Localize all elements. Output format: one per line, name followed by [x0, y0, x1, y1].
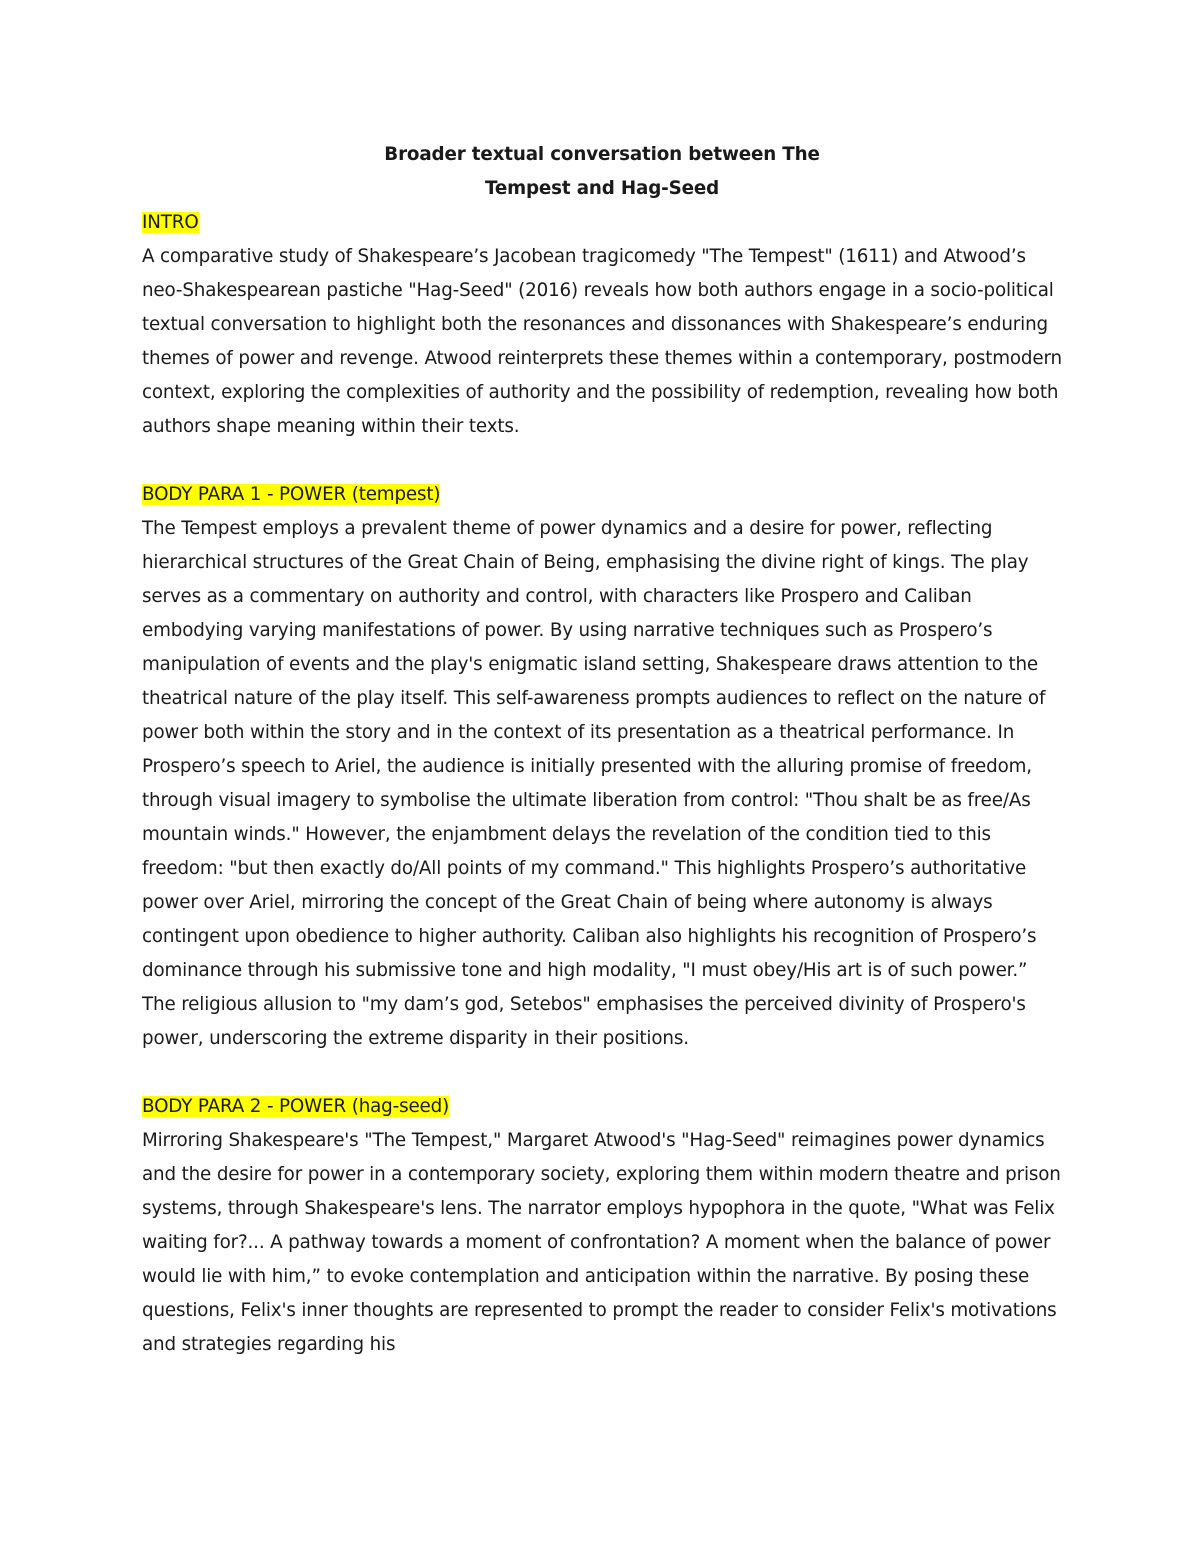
section-heading-body-para-2: [142, 1090, 1062, 1124]
paragraph-spacer: [142, 444, 1062, 478]
section-body-para-1: The Tempest employs a prevalent theme of power dynamics and a desire for power, reflecting hierarchical structures of the Great Chain of Being, emphasising the divine right of kings. The play serves as a commentary on authority and control, with characters like Prospero and Caliban embodying varying manifestations of power. By using narrative techniques such as Prospero’s manipulation of events and the play's enigmatic island setting, Shakespeare draws attention to the theatrical nature of the play itself. This self-awareness prompts audiences to reflect on the nature of power both within the story and in the context of its presentation as a theatrical performance. In Prospero’s speech to Ariel, the audience is initially presented with the alluring promise of freedom, through visual imagery to symbolise the ultimate liberation from control: "Thou shalt be as free/As mountain winds." However, the enjambment delays the revelation of the condition tied to this freedom: "but then exactly do/All points of my command." This highlights Prospero’s authoritative power over Ariel, mirroring the concept of the Great Chain of being where autonomy is always contingent upon obedience to higher authority. Caliban also highlights his recognition of Prospero’s dominance through his submissive tone and high modality, "I must obey/His art is of such power.” The religious allusion to "my dam’s god, Setebos" emphasises the perceived divinity of Prospero's power, underscoring the extreme disparity in their positions.: [142, 518, 1046, 1049]
paragraph-spacer: [142, 1056, 1062, 1090]
body-para-2-heading-highlight: BODY PARA 2 - POWER (hag-seed): [142, 1096, 450, 1117]
section-heading-body-para-1: [142, 478, 1062, 512]
section-body-para-2: Mirroring Shakespeare's "The Tempest," Margaret Atwood's "Hag-Seed" reimagines power dynamics and the desire for power in a contemporary society, exploring them within modern theatre and prison systems, through Shakespeare's lens. The narrator employs hypophora in the quote, "What was Felix waiting for?... A pathway towards a moment of confrontation? A moment when the balance of power would lie with him,” to evoke contemplation and anticipation within the narrative. By posing these questions, Felix's inner thoughts are represented to prompt the reader to consider Felix's motivations and strategies regarding his: [142, 1130, 1061, 1355]
document-title-line-2: Tempest and Hag-Seed: [484, 178, 720, 199]
section-heading-intro: [142, 206, 1062, 240]
document-title-line-1: Broader textual conversation between The: [384, 144, 820, 165]
intro-heading-highlight: INTRO: [142, 212, 199, 233]
body-para-1-heading-highlight: BODY PARA 1 - POWER (tempest): [142, 484, 441, 505]
document-content: [142, 138, 1062, 1362]
section-body-intro: A comparative study of Shakespeare’s Jacobean tragicomedy "The Tempest" (1611) and Atwood’s neo-Shakespearean pastiche "Hag-Seed" (2016) reveals how both authors engage in a socio-political textual conversation to highlight both the resonances and dissonances with Shakespeare’s enduring themes of power and revenge. Atwood reinterprets these themes within a contemporary, postmodern context, exploring the complexities of authority and the possibility of redemption, revealing how both authors shape meaning within their texts.: [142, 246, 1062, 437]
